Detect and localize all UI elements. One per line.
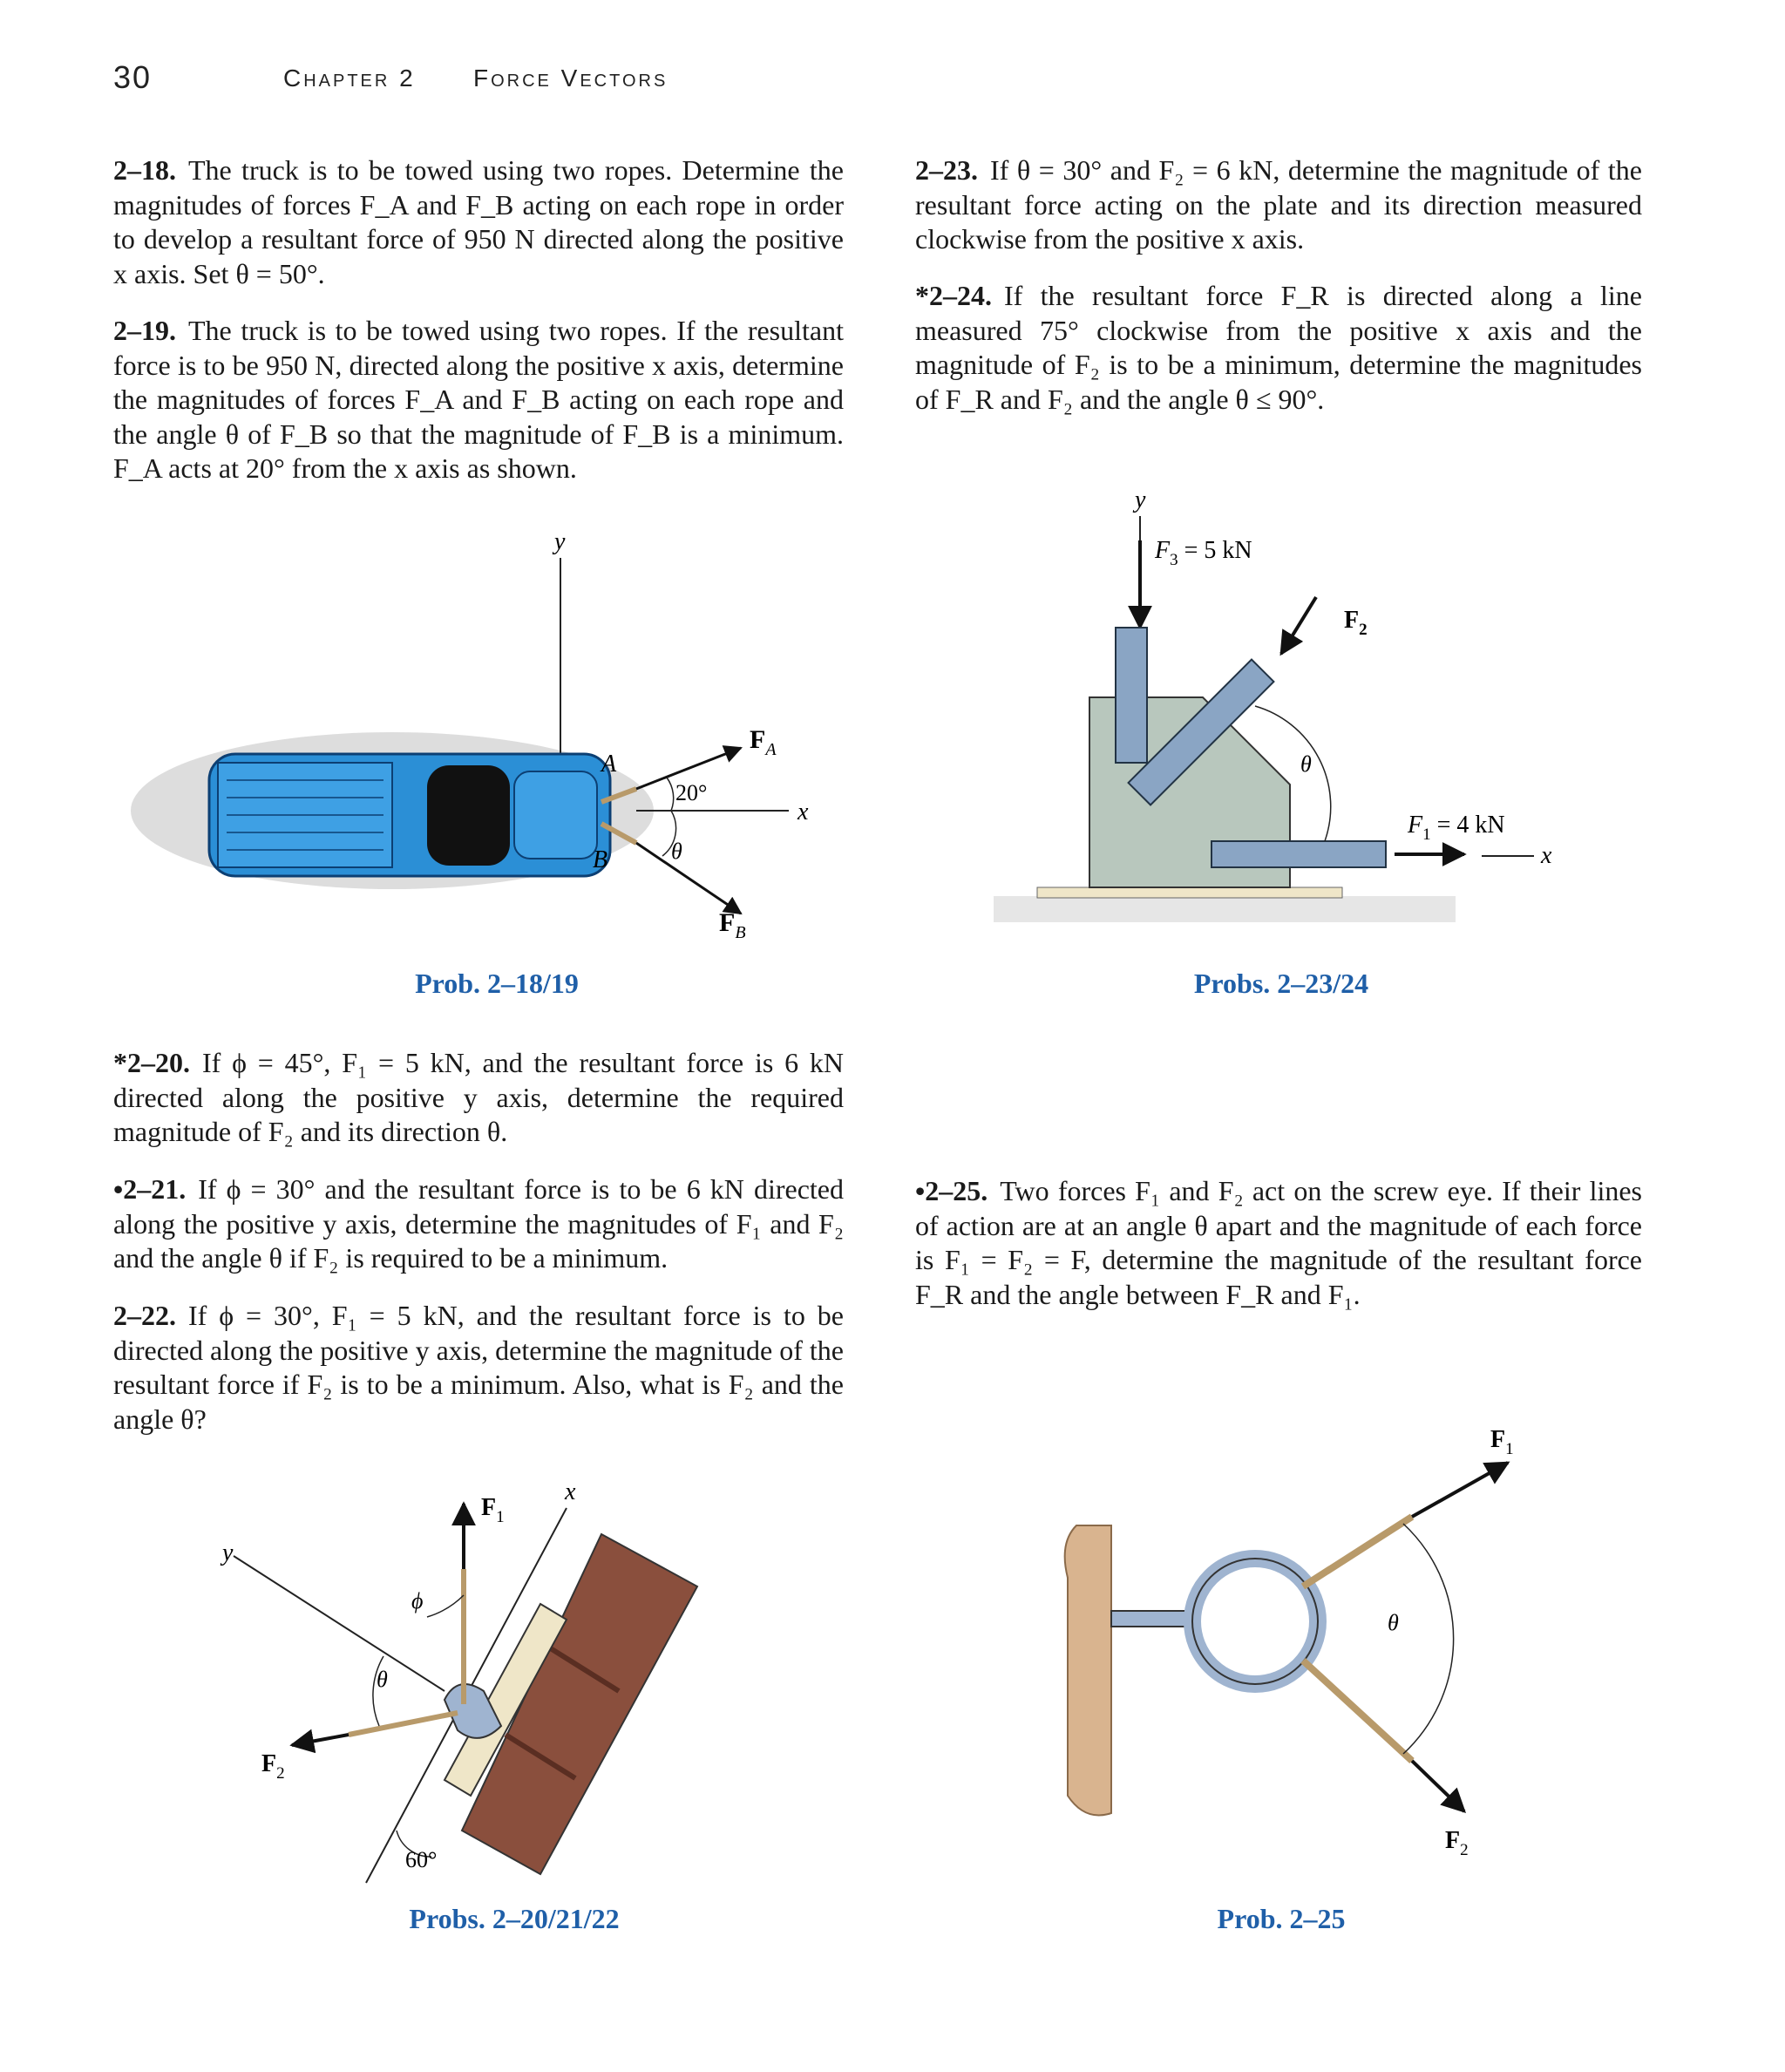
caption-beam: Probs. 2–20/21/22 (409, 1903, 620, 1934)
problem-2-23 (915, 153, 1642, 257)
rope-f2 (1303, 1661, 1412, 1761)
problem-text: Two forces F₁ and F₂ act on the screw eye. If their lines of action are at an angle θ apart and the magnitude of each force is F₁ = F₂ = F, determine the magnitude of the resultant force F_R and the angle between F_R and F₁. (915, 1175, 1642, 1310)
problem-2-22 (113, 1299, 844, 1437)
angle-arc-theta (1403, 1524, 1454, 1754)
screweye-figure (1037, 1421, 1560, 1874)
rope-f2 (349, 1713, 458, 1735)
theta-label: θ (377, 1667, 388, 1692)
problem-2-18 (113, 153, 844, 291)
caption-plate: Probs. 2–23/24 (1193, 968, 1369, 999)
rope-f1 (1303, 1517, 1412, 1586)
force-f2-arrow (1281, 597, 1316, 654)
problem-text: If ϕ = 30° and the resultant force is to be 6 kN directed along the positive y axis, determine the magnitudes of F₁ and F₂ and the angle θ if F₂ is required to be a minimum. (113, 1173, 844, 1274)
x-axis-label: x (797, 798, 809, 825)
problem-text: If θ = 30° and F₂ = 6 kN, determine the magnitude of the resultant force acting on the plate and its direction measured clockwise from the positive x axis. (915, 154, 1642, 255)
problem-text: The truck is to be towed using two ropes. If the resultant force is to be 950 N, directed along the positive x axis, determine the magnitudes of forces F_A and F_B acting on each rope and the angle θ of F_B so that the magnitude of F_B is a minimum. F_A acts at 20° from the x axis as shown. (113, 315, 844, 484)
angle-60-label: 60° (405, 1847, 438, 1872)
truck-figure (148, 523, 845, 959)
label-f1: $F_1$ (481, 1494, 505, 1526)
problem-text: The truck is to be towed using two ropes. Determine the magnitudes of forces F_A and F_B acting on each rope in order to develop a resultant force of 950 N directed along the positive x axis. Set θ = 50°. (113, 154, 844, 289)
label-f2: $F_2$ (1445, 1827, 1469, 1859)
label-fa: $F_A$ (750, 725, 777, 759)
angle-arc-phi (427, 1595, 464, 1617)
problem-text: If ϕ = 45°, F₁ = 5 kN, and the resultant force is 6 kN directed along the positive y axis, determine the required magnitude of F₂ and its direction θ. (113, 1047, 844, 1147)
wood-block (1065, 1525, 1111, 1816)
problem-2-21 (113, 1172, 844, 1276)
screw-shank (1111, 1611, 1190, 1627)
x-axis-label: x (565, 1478, 576, 1505)
ground (994, 896, 1456, 922)
problem-2-25 (915, 1174, 1642, 1312)
theta-label: θ (1388, 1610, 1399, 1635)
problem-2-24 (915, 279, 1642, 417)
angle-arc-20 (667, 778, 674, 811)
problem-number: 2–23. (915, 154, 978, 186)
problem-number: •2–21. (113, 1173, 187, 1205)
problem-number: 2–22. (113, 1300, 176, 1331)
problem-text: If the resultant force F_R is directed along a line measured 75° clockwise from the positive x axis and the magnitude of F₂ is to be a minimum, determine the magnitudes of F_R and F₂ and the angle θ ≤ 90°. (915, 280, 1642, 415)
label-f2: $F_2$ (261, 1750, 285, 1783)
y-axis-label: y (1135, 486, 1146, 513)
y-axis-label: y (222, 1539, 234, 1566)
y-axis (234, 1556, 445, 1691)
problem-2-19 (113, 314, 844, 486)
phi-label: ϕ (411, 1588, 424, 1613)
label-f1: $F_1$ (1490, 1426, 1514, 1458)
force-fb-arrow (636, 843, 741, 914)
member-horizontal (1211, 841, 1386, 867)
truck-roof (427, 765, 510, 866)
problem-number: *2–24. (915, 280, 992, 311)
problem-2-20 (113, 1046, 844, 1150)
page-number: 30 (113, 59, 153, 95)
problem-text: If ϕ = 30°, F₁ = 5 kN, and the resultant force is to be directed along the positive y axis, determine the magnitude of the resultant force if F₂ is to be a minimum. Also, what is F₂ and the angle θ? (113, 1300, 844, 1435)
eye-ring-outline (1192, 1559, 1318, 1684)
angle-20-label: 20° (675, 780, 708, 805)
beam-figure (209, 1473, 802, 1909)
label-fb: $F_B$ (719, 908, 746, 942)
label-f3: $F_3 = 5$ kN (1155, 537, 1252, 569)
theta-label: θ (1300, 751, 1312, 777)
chapter-title: Force Vectors (473, 65, 669, 92)
label-f2: $F_2$ (1344, 607, 1368, 639)
plate-figure (994, 488, 1656, 941)
problem-number: *2–20. (113, 1047, 190, 1078)
x-axis-label: x (1541, 842, 1552, 869)
force-f2-arrow (1412, 1761, 1464, 1811)
caption-truck: Prob. 2–18/19 (415, 968, 579, 999)
caption-screweye: Prob. 2–25 (1217, 1903, 1346, 1934)
chapter-label: Chapter 2 (283, 65, 416, 92)
label-b: B (593, 846, 608, 873)
label-a: A (601, 751, 617, 778)
y-axis-label: y (554, 528, 566, 555)
problem-number: 2–18. (113, 154, 176, 186)
member-vertical (1116, 628, 1147, 763)
problem-number: 2–19. (113, 315, 176, 346)
force-f1-arrow (1412, 1463, 1508, 1517)
label-f1: $F_1 = 4$ kN (1408, 812, 1505, 844)
theta-label: θ (671, 839, 682, 864)
force-f2-arrow (292, 1735, 349, 1745)
problem-number: •2–25. (915, 1175, 988, 1206)
truck-hood (514, 771, 597, 859)
base-plate (1037, 887, 1342, 898)
